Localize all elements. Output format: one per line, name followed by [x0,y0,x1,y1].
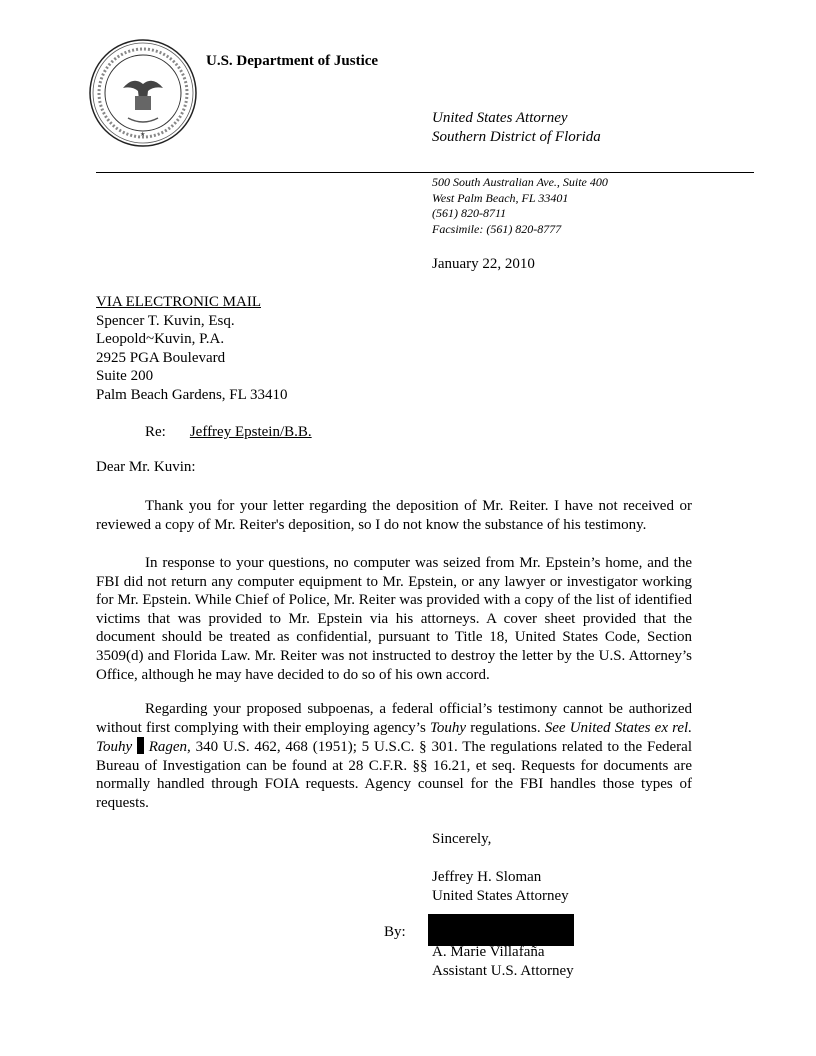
assistant-block [432,943,574,980]
assistant-title: Assistant U.S. Attorney [432,962,574,979]
office-address [432,175,608,237]
fax-number: Facsimile: (561) 820-8777 [432,221,562,236]
department-name: U.S. Department of Justice [206,53,379,69]
recipient-firm: Leopold~Kuvin, P.A. [96,331,225,348]
recipient-block [96,293,288,405]
body-paragraph-3 [96,700,692,813]
office-block [432,109,601,147]
p3-citation-2: Ragen [143,739,188,756]
phone-number: (561) 820-8711 [432,206,507,220]
signature-redaction [428,914,574,946]
re-subject: Jeffrey Epstein/B.B. [189,424,312,440]
svg-text:★: ★ [140,131,146,138]
signer-title: United States Attorney [432,887,569,904]
re-line [145,424,312,441]
p3-text-b: regulations. [466,719,545,736]
p3-text-a: Regarding your proposed subpoenas, a federal official’s testimony cannot be authorized without first complying with their employing agency’s [96,701,692,736]
p3-citation-1: See United States ex rel. Touhy [96,719,692,756]
recipient-street: 2925 PGA Boulevard [96,349,226,366]
recipient-suite: Suite 200 [96,368,154,385]
doj-seal-icon [88,38,198,148]
p3-text-c: , 340 U.S. 462, 468 (1951); 5 U.S.C. § 301. The regulations related to the Federal Bureau of Investigation can be found at 28 C.F.R. §§ 16.21, et seq. Requests for documents are normally handled through FOIA requests. Agency counsel for the FBI handles those types of requests. [96,739,692,811]
letter-date: January 22, 2010 [432,256,535,272]
address-line1: 500 South Australian Ave., Suite 400 [432,175,608,189]
p3-touhy: Touhy [429,719,467,736]
address-line2: West Palm Beach, FL 33401 [432,190,569,205]
office-title: United States Attorney [432,110,568,126]
inline-redaction [137,737,144,754]
closing: Sincerely, [432,831,492,847]
signer-block [432,868,569,905]
by-label: By: [384,924,406,940]
delivery-method: VIA ELECTRONIC MAIL [96,294,261,310]
body-paragraph-2: In response to your questions, no computer was seized from Mr. Epstein’s home, and the FBI did not return any computer equipment to Mr. Epstein, or any lawyer or investigator working for Mr. Epstein. While Chief of Police, Mr. Reiter was provided with a copy of the list of identified victims that was provided to Mr. Epstein via his attorneys. A cover sheet provided that the document should be treated as confidential, pursuant to Title 18, United States Code, Section 3509(d) and Florida Law. Mr. Reiter was not instructed to destroy the letter by the U.S. Attorney’s Office, although he may have decided to do so of his own accord. [96,555,692,683]
office-district: Southern District of Florida [432,129,601,145]
re-label: Re: [145,424,166,440]
salutation: Dear Mr. Kuvin: [96,459,196,475]
body-paragraph-1: Thank you for your letter regarding the deposition of Mr. Reiter. I have not received or reviewed a copy of Mr. Reiter's deposition, so I do not know the substance of his testimony. [96,498,692,533]
recipient-city: Palm Beach Gardens, FL 33410 [96,386,288,403]
assistant-name: A. Marie Villafaña [432,944,545,960]
signer-name: Jeffrey H. Sloman [432,869,542,885]
recipient-name: Spencer T. Kuvin, Esq. [96,312,235,329]
header-divider [96,172,754,173]
